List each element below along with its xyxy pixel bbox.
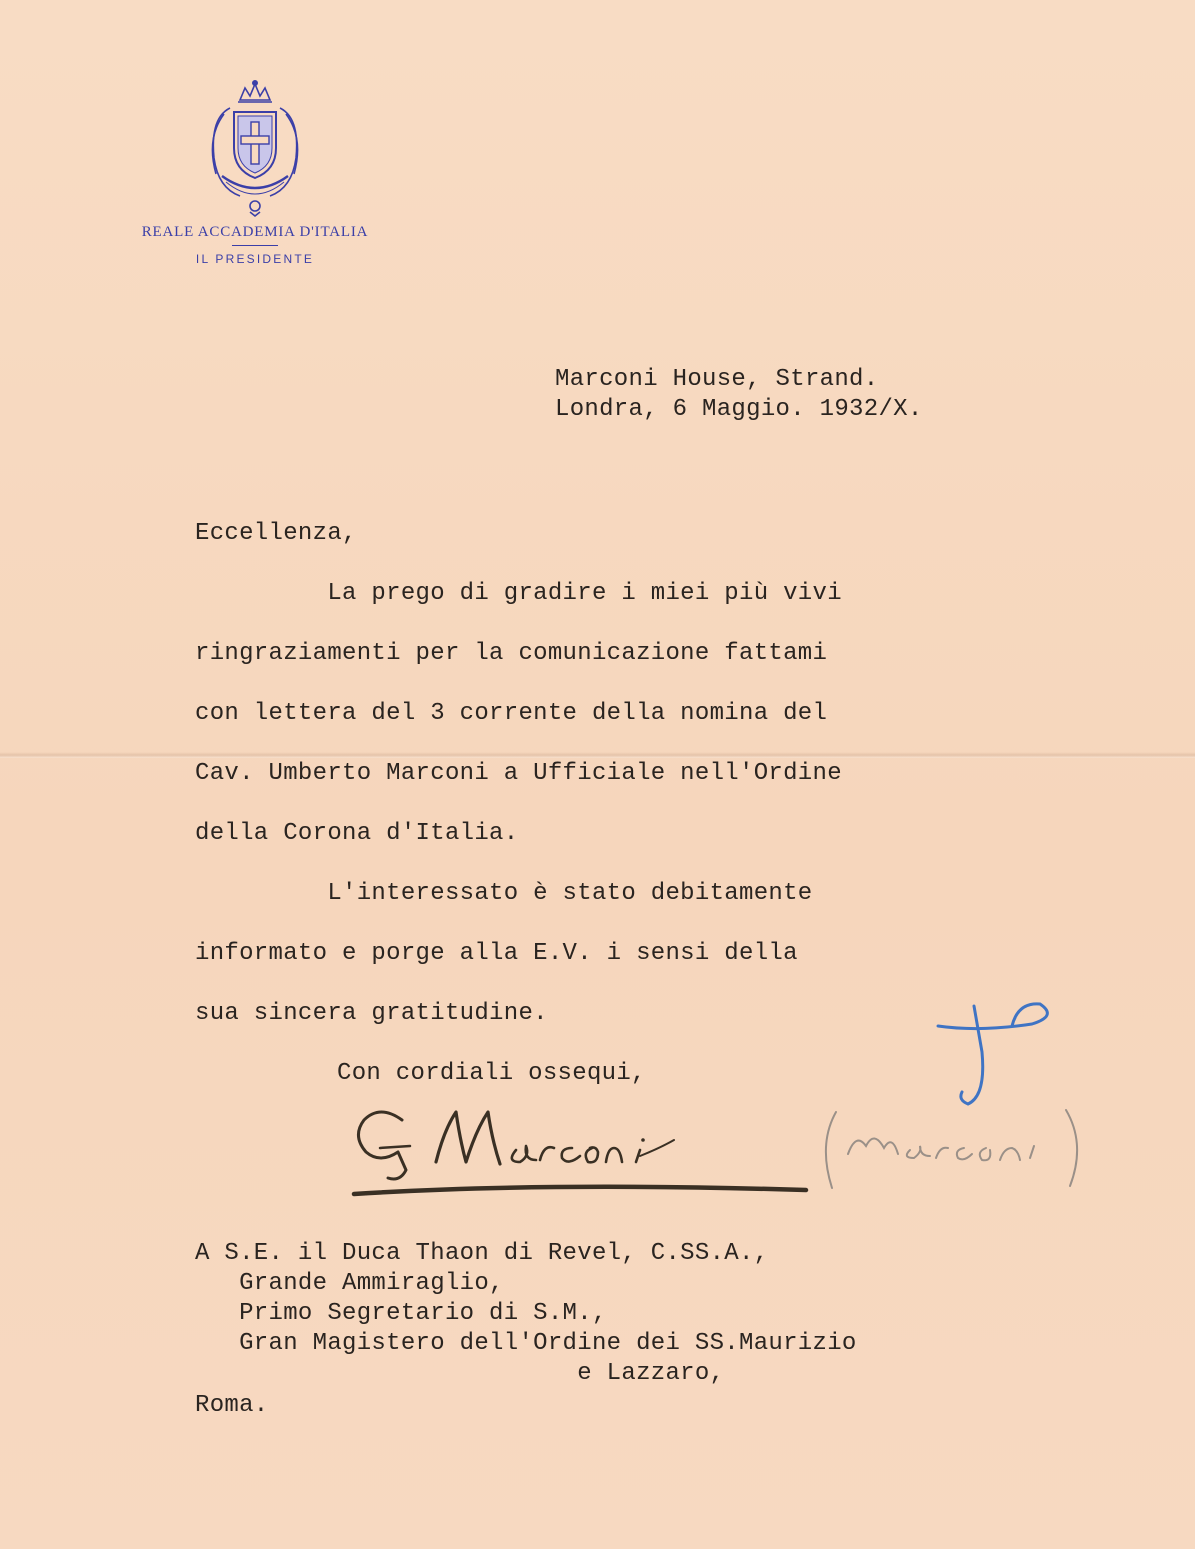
- body-line: La prego di gradire i miei più vivi: [195, 580, 842, 607]
- body-line: Cav. Umberto Marconi a Ufficiale nell'Ordine: [195, 760, 842, 787]
- closing: Con cordiali ossequi,: [337, 1060, 646, 1087]
- institution-name: REALE ACCADEMIA D'ITALIA: [141, 224, 369, 240]
- letterhead-rule: [232, 245, 278, 246]
- coat-of-arms-icon: [200, 78, 310, 218]
- body-line: informato e porge alla E.V. i sensi della: [195, 940, 798, 967]
- date-line: Londra, 6 Maggio. 1932/X.: [555, 396, 923, 423]
- recipient-line: A S.E. il Duca Thaon di Revel, C.SS.A.,: [195, 1240, 769, 1267]
- office-title: IL PRESIDENTE: [195, 252, 315, 266]
- blue-pencil-mark: [920, 996, 1070, 1116]
- paper-fold: [0, 752, 1195, 758]
- body-line: ringraziamenti per la comunicazione fattami: [195, 640, 828, 667]
- body-line: L'interessato è stato debitamente: [195, 880, 813, 907]
- recipient-line: Gran Magistero dell'Ordine dei SS.Maurizio: [195, 1330, 857, 1357]
- pencil-annotation: [814, 1104, 1094, 1194]
- recipient-line: Grande Ammiraglio,: [195, 1270, 504, 1297]
- recipient-line: e Lazzaro,: [195, 1360, 725, 1387]
- salutation: Eccellenza,: [195, 520, 357, 547]
- letterhead: [110, 78, 400, 266]
- signature-image: [340, 1090, 820, 1210]
- recipient-line: Primo Segretario di S.M.,: [195, 1300, 607, 1327]
- recipient-city: Roma.: [195, 1392, 269, 1419]
- body-line: con lettera del 3 corrente della nomina del: [195, 700, 828, 727]
- body-line: sua sincera gratitudine.: [195, 1000, 548, 1027]
- address-line-1: Marconi House, Strand.: [555, 366, 879, 393]
- body-line: della Corona d'Italia.: [195, 820, 519, 847]
